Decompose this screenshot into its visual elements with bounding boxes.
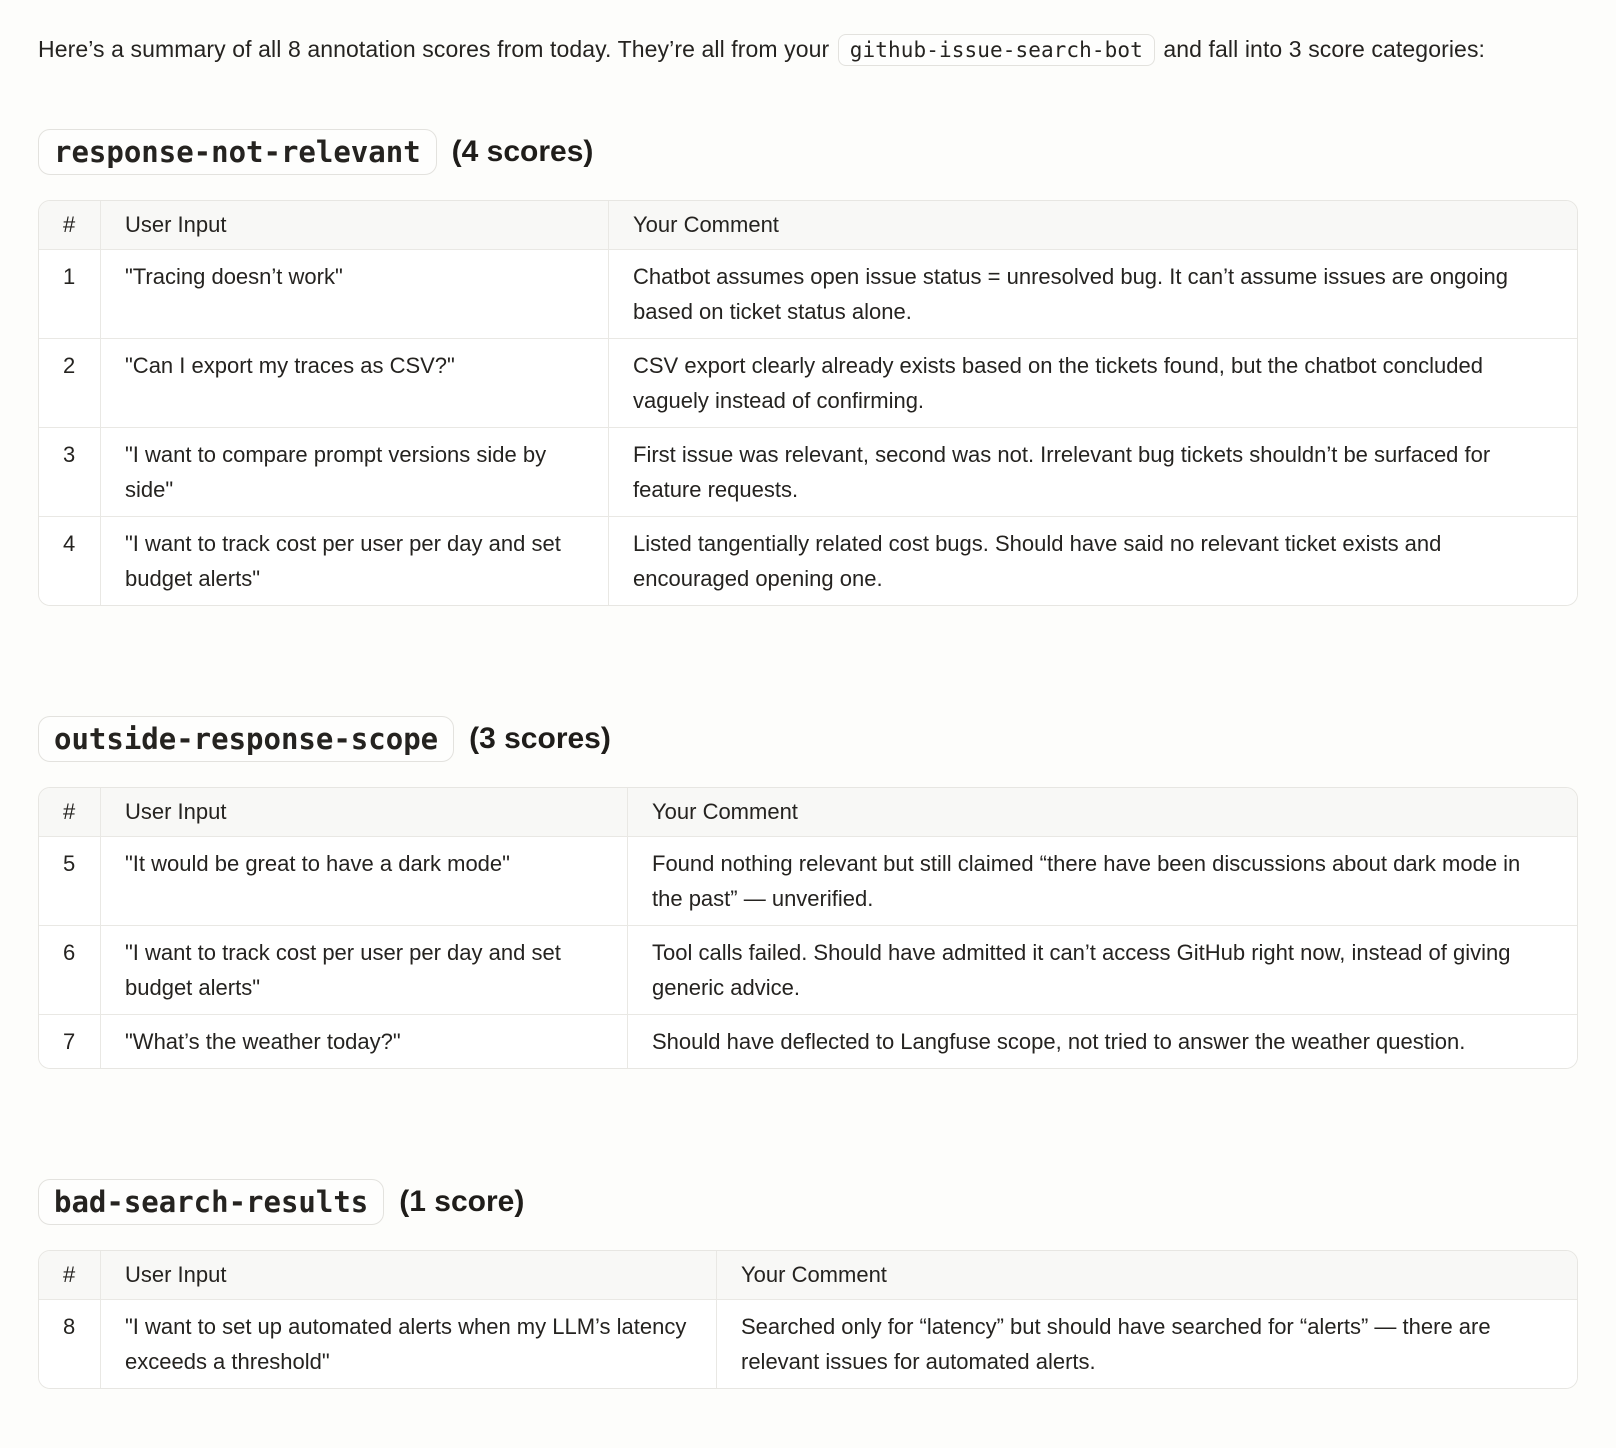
cell-your-comment: Searched only for “latency” but should have searched for “alerts” — there are relevant issues for automated alerts. (717, 1300, 1577, 1388)
table-row (39, 339, 1577, 428)
cell-user-input: "Can I export my traces as CSV?" (101, 339, 609, 428)
intro-text-before: Here’s a summary of all 8 annotation scores from today. They’re all from your (38, 36, 836, 62)
cell-user-input: "I want to track cost per user per day and set budget alerts" (101, 517, 609, 605)
cell-row-number: 4 (39, 517, 101, 605)
cell-row-number: 6 (39, 926, 101, 1015)
section-heading (38, 716, 1578, 762)
cell-user-input: "I want to track cost per user per day and set budget alerts" (101, 926, 628, 1015)
scores-table (39, 201, 1577, 605)
col-header-num: # (39, 788, 101, 837)
table-row (39, 517, 1577, 605)
section-heading (38, 1179, 1578, 1225)
score-name-code: outside-response-scope (38, 716, 454, 762)
cell-user-input: "I want to compare prompt versions side by side" (101, 428, 609, 517)
cell-row-number: 8 (39, 1300, 101, 1388)
cell-user-input: "It would be great to have a dark mode" (101, 837, 628, 926)
col-header-user-input: User Input (101, 201, 609, 250)
score-category-section (38, 129, 1578, 606)
score-name-code: bad-search-results (38, 1179, 384, 1225)
table-row (39, 1015, 1577, 1068)
table-row (39, 926, 1577, 1015)
cell-your-comment: Should have deflected to Langfuse scope, not tried to answer the weather question. (628, 1015, 1577, 1068)
cell-row-number: 3 (39, 428, 101, 517)
score-category-section (38, 716, 1578, 1069)
table-row (39, 837, 1577, 926)
score-sections (38, 129, 1578, 1389)
inline-code-bot-name: github-issue-search-bot (838, 34, 1155, 66)
cell-your-comment: First issue was relevant, second was not. Irrelevant bug tickets shouldn’t be surfaced for feature requests. (609, 428, 1577, 517)
cell-your-comment: Tool calls failed. Should have admitted it can’t access GitHub right now, instead of giving generic advice. (628, 926, 1577, 1015)
intro-text-after: and fall into 3 score categories: (1156, 36, 1486, 62)
table-row (39, 428, 1577, 517)
score-count-label: (1 score) (399, 1185, 525, 1218)
cell-your-comment: Chatbot assumes open issue status = unresolved bug. It can’t assume issues are ongoing based on ticket status alone. (609, 250, 1577, 339)
score-count-label: (4 scores) (451, 135, 594, 168)
cell-your-comment: Found nothing relevant but still claimed “there have been discussions about dark mode in the past” — unverified. (628, 837, 1577, 926)
scores-table (39, 788, 1577, 1068)
score-name-code: response-not-relevant (38, 129, 437, 175)
table-header-row (39, 201, 1577, 250)
scores-table-container (38, 200, 1578, 606)
cell-row-number: 5 (39, 837, 101, 926)
score-category-section (38, 1179, 1578, 1389)
cell-your-comment: CSV export clearly already exists based on the tickets found, but the chatbot concluded vaguely instead of confirming. (609, 339, 1577, 428)
cell-row-number: 2 (39, 339, 101, 428)
cell-your-comment: Listed tangentially related cost bugs. Should have said no relevant ticket exists and encouraged opening one. (609, 517, 1577, 605)
col-header-user-input: User Input (101, 1251, 717, 1300)
scores-table (39, 1251, 1577, 1388)
intro-paragraph (38, 26, 1554, 73)
table-row (39, 1300, 1577, 1388)
scores-table-container (38, 787, 1578, 1069)
col-header-your-comment: Your Comment (628, 788, 1577, 837)
cell-user-input: "Tracing doesn’t work" (101, 250, 609, 339)
table-row (39, 250, 1577, 339)
score-count-label: (3 scores) (469, 722, 611, 755)
table-header-row (39, 1251, 1577, 1300)
col-header-your-comment: Your Comment (717, 1251, 1577, 1300)
table-header-row (39, 788, 1577, 837)
cell-row-number: 1 (39, 250, 101, 339)
cell-user-input: "I want to set up automated alerts when my LLM’s latency exceeds a threshold" (101, 1300, 717, 1388)
cell-row-number: 7 (39, 1015, 101, 1068)
scores-table-container (38, 1250, 1578, 1389)
col-header-your-comment: Your Comment (609, 201, 1577, 250)
col-header-num: # (39, 1251, 101, 1300)
section-heading (38, 129, 1578, 175)
cell-user-input: "What’s the weather today?" (101, 1015, 628, 1068)
col-header-user-input: User Input (101, 788, 628, 837)
chat-message (38, 26, 1578, 1389)
col-header-num: # (39, 201, 101, 250)
